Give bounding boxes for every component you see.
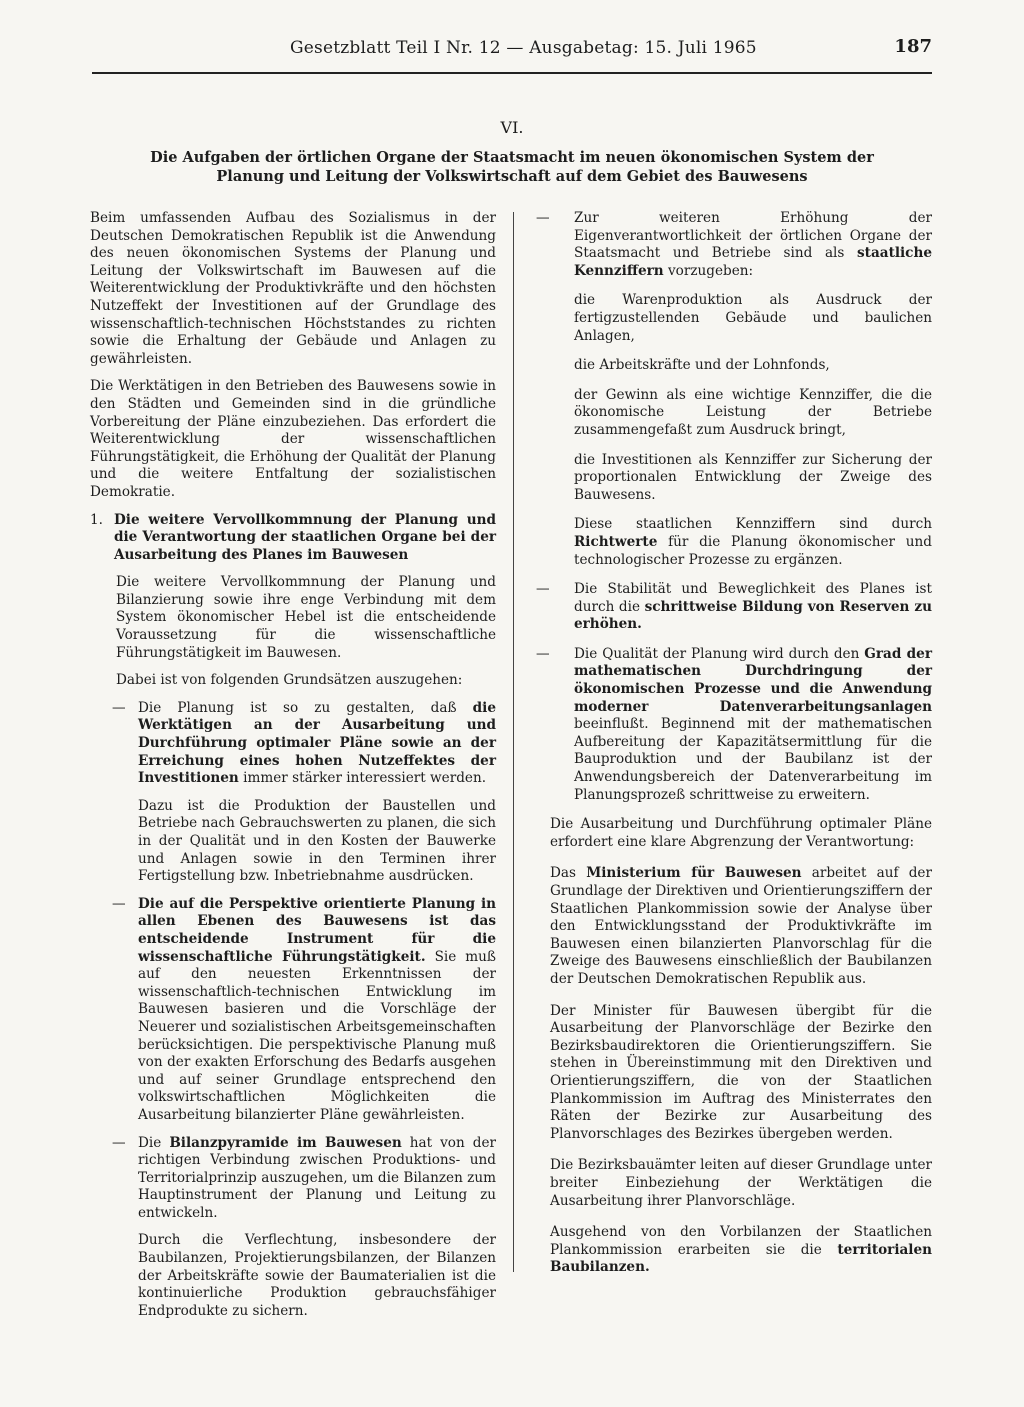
text-run: arbeitet auf der Grundlage der Direktiven und Orientierungsziffern der Staatlichen Plankommission sowie der Analyse über den Entwicklungsstand der Produktivkräfte im Bauwesen einen bilanzierten Planvorschlag für die Zweige des Bauwesens einschließlich der Baubilanzen der Deutschen Demokratischen Republik aus. bbox=[550, 865, 932, 987]
paragraph bbox=[574, 516, 932, 569]
header-rule bbox=[92, 72, 932, 74]
paragraph: Dazu ist die Produktion der Baustellen und Betriebe nach Gebrauchswerten zu planen, die sich in der Qualität und in den Kosten der Bauwerke und Anlagen sowie in den Terminen ihrer Fertigstellung bzw. Inbetriebnahme ausdrücken. bbox=[138, 797, 496, 885]
dash-item bbox=[90, 1135, 496, 1223]
paragraph: Die Werktätigen in den Betrieben des Bauwesens sowie in den Städten und Gemeinden sind in die gründliche Vorbereitung der Pläne einzubeziehen. Das erfordert die Weiterentwicklung der wissenschaftlichen Führungstätigkeit, die Erhöhung der Qualität der Planung und die weitere Entfaltung der sozialistischen Demokratie. bbox=[90, 378, 496, 500]
bold-run: Die auf die Perspektive orientierte Planung in allen Ebenen des Bauwesens ist das entscheidende Instrument für die wissenschaftliche Führungstätigkeit. bbox=[138, 895, 496, 965]
column-divider bbox=[513, 212, 514, 1272]
dash-marker: — bbox=[536, 210, 550, 226]
text-run: hat von der richtigen Verbindung zwischen Produktions- und Territorialprinzip auszugehen, um die Bilanzen zum Hauptinstrument der Planung und Leitung zu entwickeln. bbox=[138, 1134, 496, 1221]
text-run: vorzugeben: bbox=[663, 262, 754, 279]
dash-item bbox=[536, 210, 932, 280]
text-run: Ausgehend von den Vorbilanzen der Staatlichen Plankommission erarbeiten sie die bbox=[550, 1224, 932, 1258]
bold-run: Grad der mathematischen Durchdringung der ökonomischen Prozesse und die Anwendung moderner Datenverarbeitungsanlagen bbox=[574, 645, 932, 715]
paragraph: die Arbeitskräfte und der Lohnfonds, bbox=[574, 357, 830, 374]
text-run: Sie muß auf den neuesten Erkenntnissen der wissenschaftlich-technischen Entwicklung im Bauwesen basieren und die Vorschläge der Neuerer und sozialistischen Arbeitsgemeinschaften berücksichtigen. Die perspektivische Planung muß von der exakten Erforschung des Bedarfs ausgehen und auf seiner Grundlage entsprechend den volkswirtschaftlichen Möglichkeiten die Ausarbeitung bilanzierter Pläne gewährleisten. bbox=[138, 948, 496, 1123]
dash-marker: — bbox=[112, 895, 126, 912]
dash-item bbox=[90, 700, 496, 788]
dash-item bbox=[90, 896, 496, 1125]
bold-run: schrittweise Bildung von Reserven zu erhöhen. bbox=[574, 598, 932, 633]
text-run: Die Stabilität und Beweglichkeit des Planes ist durch die bbox=[574, 581, 932, 615]
dash-item bbox=[536, 581, 932, 634]
paragraph: die Investitionen als Kennziffer zur Sicherung der proportionalen Entwicklung der Zweige des Bauwesens. bbox=[574, 451, 932, 503]
section-title: Die Aufgaben der örtlichen Organe der Staatsmacht im neuen ökonomischen System der Planung und Leitung der Volkswirtschaft auf dem Gebiet des Bauwesens bbox=[150, 149, 874, 185]
paragraph: der Gewinn als eine wichtige Kennziffer, die die ökonomische Leistung der Betriebe zusammengefaßt zum Ausdruck bringt, bbox=[574, 386, 932, 438]
running-header bbox=[92, 36, 932, 66]
paragraph: Dabei ist von folgenden Grundsätzen auszugehen: bbox=[116, 672, 463, 689]
section-number: VI. bbox=[500, 118, 524, 137]
bold-run: Bilanzpyramide im Bauwesen bbox=[169, 1134, 402, 1151]
text-run: Die bbox=[138, 1134, 170, 1151]
item-number: 1. bbox=[90, 511, 103, 528]
text-run: Zur weiteren Erhöhung der Eigenverantwortlichkeit der örtlichen Organe der Staatsmacht und Betriebe sind als bbox=[574, 210, 932, 262]
bold-run: staatliche Kennziffern bbox=[574, 245, 932, 279]
paragraph: Die weitere Vervollkommnung der Planung und Bilanzierung sowie ihre enge Verbindung mit dem System ökonomischer Hebel ist die entscheidende Voraussetzung für die wissenschaftliche Führungstätigkeit im Bauwesen. bbox=[116, 574, 496, 661]
dash-marker: — bbox=[112, 699, 126, 716]
text-run: Diese staatlichen Kennziffern sind durch bbox=[574, 516, 932, 533]
paragraph: Beim umfassenden Aufbau des Sozialismus in der Deutschen Demokratischen Republik ist die Anwendung des neuen ökonomischen Systems der Planung und Leitung der Volkswirtschaft im Bauwesen auf die Weiterentwicklung der Produktivkräfte und den höchsten Nutzeffekt der Investitionen auf der Grundlage des wissenschaftlich-technischen Höchststandes zu richten sowie die Erhaltung der Gebäude und Anlagen zu gewährleisten. bbox=[90, 210, 496, 367]
text-run: immer stärker interessiert werden. bbox=[238, 770, 487, 787]
text-run: Die Qualität der Planung wird durch den bbox=[574, 645, 865, 662]
dash-marker: — bbox=[112, 1134, 126, 1151]
paragraph bbox=[550, 865, 932, 988]
text-run: für die Planung ökonomischer und technologischer Prozesse zu ergänzen. bbox=[574, 533, 932, 568]
paragraph bbox=[550, 1224, 932, 1277]
right-column bbox=[536, 210, 932, 1291]
dash-marker: — bbox=[536, 581, 550, 598]
header-title: Gesetzblatt Teil I Nr. 12 — Ausgabetag: 15. Juli 1965 bbox=[290, 38, 757, 58]
bold-run: die Werktätigen an der Ausarbeitung und Durchführung optimaler Pläne sowie an der Erreichung eines hohen Nutzeffektes der Investitionen bbox=[138, 699, 496, 787]
dash-marker: — bbox=[536, 645, 550, 662]
dash-item bbox=[536, 646, 932, 804]
paragraph: Die Bezirksbauämter leiten auf dieser Grundlage unter breiter Einbeziehung der Werktätigen die Ausarbeitung ihrer Planvorschläge. bbox=[550, 1157, 932, 1209]
bold-run: territorialen Baubilanzen. bbox=[550, 1241, 932, 1276]
page-number: 187 bbox=[894, 36, 932, 57]
bold-run: Richtwerte bbox=[574, 533, 658, 550]
paragraph: Durch die Verflechtung, insbesondere der Baubilanzen, Projektierungsbilanzen, der Bilanzen der Arbeitskräfte sowie der Baumaterialien ist die kontinuierliche Produktion gebrauchsfähiger Endprodukte zu sichern. bbox=[138, 1232, 496, 1319]
paragraph: Die Ausarbeitung und Durchführung optimaler Pläne erfordert eine klare Abgrenzung der Verantwortung: bbox=[550, 816, 932, 850]
text-run: Die Planung ist so zu gestalten, daß bbox=[138, 699, 473, 716]
left-column bbox=[90, 210, 496, 1330]
paragraph: die Warenproduktion als Ausdruck der fertigzustellenden Gebäude und baulichen Anlagen, bbox=[574, 292, 932, 344]
paragraph: Der Minister für Bauwesen übergibt für die Ausarbeitung der Planvorschläge der Bezirke den Bezirksbaudirektoren die Orientierungsziffern. Sie stehen in Übereinstimmung mit den Direktiven und Orientierungsziffern, die von der Staatlichen Plankommission im Auftrag des Ministerrates den Räten der Bezirke zur Ausarbeitung des Planvorschlages des Bezirkes übergeben werden. bbox=[550, 1002, 932, 1142]
text-run: beeinflußt. Beginnend mit der mathematischen Aufbereitung der Kapazitätsermittlung für die Bauproduktion und der Baubilanz ist der Anwendungsbereich der Datenverarbeitung im Planungsprozeß schrittweise zu erweitern. bbox=[574, 716, 932, 803]
numbered-heading bbox=[90, 512, 496, 565]
text-run: Das bbox=[550, 865, 587, 882]
bold-run: Ministerium für Bauwesen bbox=[586, 865, 802, 882]
item-heading: Die weitere Vervollkommnung der Planung und die Verantwortung der staatlichen Organe bei der Ausarbeitung des Planes im Bauwesen bbox=[114, 511, 496, 563]
